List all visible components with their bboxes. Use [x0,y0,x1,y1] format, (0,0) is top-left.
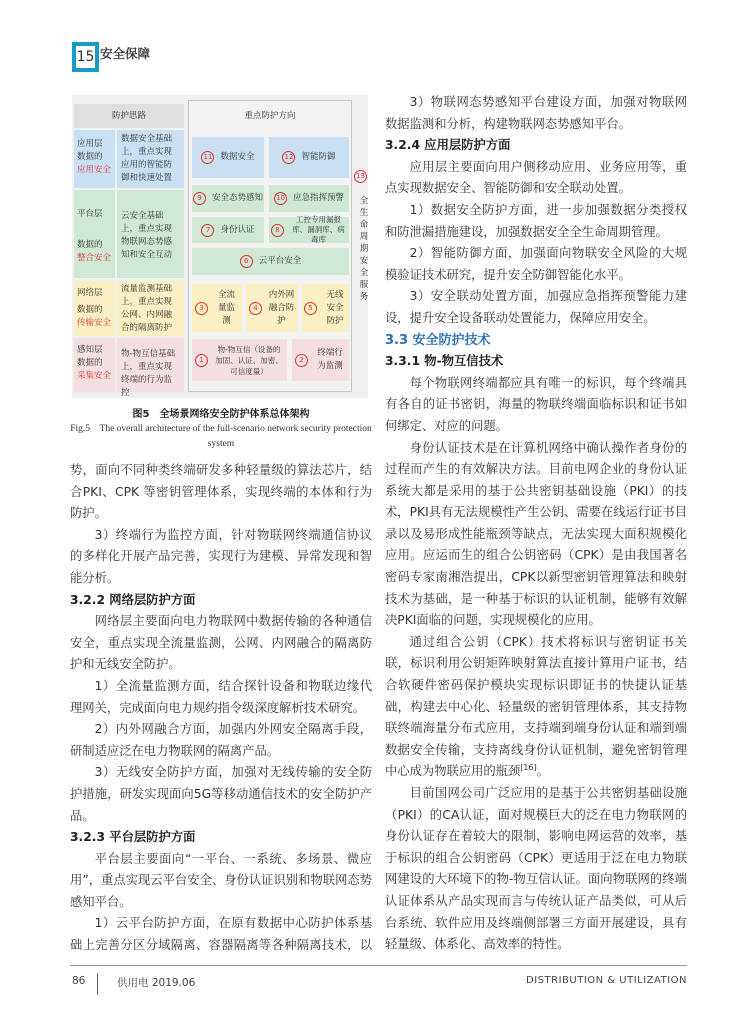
layer-focus: 整合安全 [77,253,112,263]
paragraph-text: 2）内外网融合方面，加强内外网安全隔离手段，研制适应泛在电力物联网的隔离产品。 [70,722,372,758]
chapter-title: 安全保障 [100,46,151,61]
paragraph [385,286,687,329]
box-label: 身份认证 [220,224,255,235]
paragraph [70,611,372,676]
paragraph-text: 势，面向不同种类终端研发多种轻量级的算法芯片，结合PKI、CPK 等密钥管理体系，实现终端的本体和行为防护。 [70,463,372,521]
section-heading [385,330,687,352]
lifecycle-security-service: 全生命周期安全服务 [359,196,369,302]
paragraph-text: 2）智能防御方面，加强面向物联安全风险的大规模验证技术研究，提升安全防御智能化水平。 [385,246,687,282]
box-label: 数据安全 [220,152,255,162]
box-number: 1 [195,354,208,367]
box-number: 6 [240,255,253,268]
row-layer-platform [74,190,115,278]
figure-right-panel [188,100,352,392]
paragraph-text: 3）物联网态势感知平台建设方面，加强对物联网数据监测和分析，构建物联网态势感知平台。 [385,95,687,131]
box-number: 10 [274,192,287,205]
paragraph [385,438,687,632]
box-label: 终端行为监测 [317,348,343,371]
figure-caption-en: Fig.5 The overall architecture of the full-scenario network security protection system [70,424,372,449]
box-number: 11 [201,151,214,164]
footer-divider [70,965,687,966]
right-column-text [385,92,687,958]
paragraph [385,373,687,438]
paragraph-text: 1）全流量监测方面，结合探针设备和物联边缘代理网关，完成面向电力规约指令级深度解析技术研究。 [70,678,372,715]
paragraph [385,632,687,783]
figure-caption-cn: 图5 全场景网络安全防护体系总体架构 [132,409,310,420]
box-cloud-platform-security [192,248,349,275]
box-identity-auth [192,217,264,243]
paragraph-text: 3.3 安全防护技术 [385,332,491,348]
box-ics-vuln-library [269,217,349,243]
paragraph [70,719,372,762]
box-label: 安全态势感知 [211,193,263,203]
row-desc-platform: 云安全基础上，重点实现物联网态势感知和安全互动 [117,190,184,278]
layer-of: 数据的 [77,305,103,315]
paragraph [385,243,687,286]
paragraph-text: 3）终端行为监控方面，针对物联网终端通信协议的多样化开展产品完善，实现行为建模、异常发现和智能分析。 [70,527,372,585]
paragraph [70,762,372,827]
lifecycle-number [354,170,370,183]
box-label: 工控专用漏报库、漏洞库、病毒库 [292,215,345,244]
section-heading [385,351,687,373]
paragraph-text: 平台层主要面向“一平台、一系统、多场景、微应用”，重点实现云平台安全、身份认证识别和物联网态势感知平台。 [70,851,372,909]
row-layer-network [74,281,115,336]
footer-journal: 供用电 2019.06 [117,977,196,989]
box-network-fusion-protection [246,284,298,332]
paragraph [385,157,687,200]
section-heading [70,827,372,849]
paragraph [385,92,687,135]
row-layer-sensing [74,338,115,392]
box-wireless-protection [302,284,349,332]
section-heading [70,590,372,612]
box-number: 7 [201,224,214,237]
row-desc-application: 数据安全基础上，重点实现应用的智能防御和快速处置 [117,130,184,188]
row-layer-application [74,130,115,188]
paragraph-text: 3）无线安全防护方面，加强对无线传输的安全防护措施，研发实现面向5G等移动通信技术的安全防护产品。 [70,765,372,823]
paragraph [70,460,372,525]
box-number: 3 [195,302,208,315]
paragraph-text: 3.2.2 网络层防护方面 [70,592,196,607]
box-label: 智能防御 [301,152,336,162]
box-data-security [192,137,264,178]
paragraph-text: 每个物联网终端都应具有唯一的标识，每个终端具有各自的证书密钥，海量的物联终端面临标识和证书如何绑定、对应的问题。 [385,375,687,433]
box-label: 全流量监测 [217,289,235,326]
paragraph-text: 目前国网公司广泛应用的是基于公共密钥基础设施（PKI）的CA认证，面对规模巨大的泛在电力物联网的身份认证存在着较大的限制，影响电网运营的效率，基于标识的组合公钥密码（CPK）更适用于泛在电力物联网建设的大环境下的物-物互信认证。面向物联网的终端认证体系从产品实现而言与传统认证产品类似，可从后台系统、软件应用及终端侧部署三方面开展建设，具有轻量级、体系化、高效率的特性。 [385,786,687,952]
paragraph-text: 3.3.1 物-物互信技术 [385,354,504,369]
paragraph [385,783,687,956]
box-label: 应急指挥预警 [292,193,344,203]
layer-name: 感知层 [77,345,103,355]
paragraph [385,200,687,243]
paragraph-text: 3）安全联动处置方面，加强应急指挥预警能力建设，提升安全设备联动处置能力，保障应用安全。 [385,289,687,325]
box-terminal-behavior-monitoring [292,339,349,381]
figure-right-header: 重点防护方向 [244,110,296,121]
box-number: 9 [193,192,206,205]
chapter-number-badge: 15 [72,42,99,72]
box-label: 内外网融合防护 [268,289,295,326]
box-emergency-warning [269,185,349,212]
left-column-text [70,460,372,960]
box-label: 无线安全防护 [326,289,344,326]
layer-of: 数据的 [77,152,103,162]
box-smart-defense [269,137,349,178]
layer-of: 数据的 [77,240,103,250]
paragraph-text: 应用层主要面向用户侧移动应用、业务应用等，重点实现数据安全、智能防御和安全联动处置。 [385,159,687,196]
layer-name: 网络层 [77,288,103,298]
figure-architecture-diagram [72,95,368,398]
box-label: 物-物互信（设备的加固、认证、加密、可信度量） [215,344,283,376]
box-number: 8 [271,224,284,237]
paragraph-tail: 。 [536,764,550,779]
paragraph-text: 1）云平台防护方面，在原有数据中心防护体系基础上完善分区分域隔离、容器隔离等各种隔离技术，以 [70,916,372,953]
footer-page-number: 86 [72,975,86,987]
layer-focus: 传输安全 [77,318,112,328]
box-number: 5 [304,302,317,315]
box-number: 12 [282,151,295,164]
layer-name: 平台层 [77,209,103,219]
paragraph [70,525,372,590]
row-desc-sensing: 物-物互信基础上，重点实现终端的行为监控 [117,338,184,392]
paragraph [70,849,372,914]
box-situation-awareness [192,185,264,212]
box-full-traffic-monitoring [192,284,242,332]
paragraph [70,676,372,719]
paragraph [70,913,372,960]
paragraph-text: 1）数据安全防护方面，进一步加强数据分类授权和防泄漏措施建设，加强数据安全全生命周期管理。 [385,202,687,239]
paragraph-text: 通过组合公钥（CPK）技术将标识与密钥证书关联，标识利用公钥矩阵映射算法直接计算用户证书，结合软硬件密码保护模块实现标识即证书的快捷认证基础，构建去中心化、轻量级的密钥管理体系，其支持物联终端海量分布式应用，支持端到端身份认证和端到端数据安全传输，支持离线身份认证机制，避免密钥管理中心成为物联应用的瓶颈 [385,634,687,779]
citation-reference: [16] [520,763,537,773]
layer-focus: 应用安全 [77,165,112,175]
paragraph-text: 网络层主要面向电力物联网中数据传输的各种通信安全，重点实现全流量监测，公网、内网融合的隔离防护和无线安全防护。 [70,614,372,672]
section-heading [385,956,687,958]
paragraph-text: 3.2.4 应用层防护方面 [385,138,511,153]
layer-focus: 采集安全 [77,371,112,381]
paragraph-text: 身份认证技术是在计算机网络中确认操作者身份的过程而产生的有效解决方法。目前电网企业的身份认证系统大都是采用的基于公共密钥基础设施（PKI）的技术，PKI具有无法规模性产生公钥、需要在线运行证书目录以及易形成性能瓶颈等缺点，无法实现大面积规模化应用。应运而生的组合公钥密码（CPK）是由我国著名密码专家南湘浩提出，CPK以新型密钥管理算法和映射技术为基础，是一种基于标识的认证机制，能够有效解决PKI面临的问题，实现规模化的应用。 [385,440,687,628]
box-number: 2 [295,354,308,367]
row-desc-network: 流量监测基础上，重点实现公网、内网融合的隔离防护 [117,281,184,336]
paragraph-text: 3.2.3 平台层防护方面 [70,830,196,845]
footer-separator [97,973,98,995]
box-number: 4 [249,302,262,315]
box-label: 云平台安全 [258,256,302,266]
section-heading [385,135,687,157]
box-number: 13 [354,170,367,183]
layer-name: 应用层 [77,139,103,149]
footer-journal-en: DISTRIBUTION & UTILIZATION [526,975,687,986]
layer-of: 数据的 [77,358,103,368]
box-thing-trust [192,339,287,381]
figure-left-header: 防护思路 [74,104,184,128]
